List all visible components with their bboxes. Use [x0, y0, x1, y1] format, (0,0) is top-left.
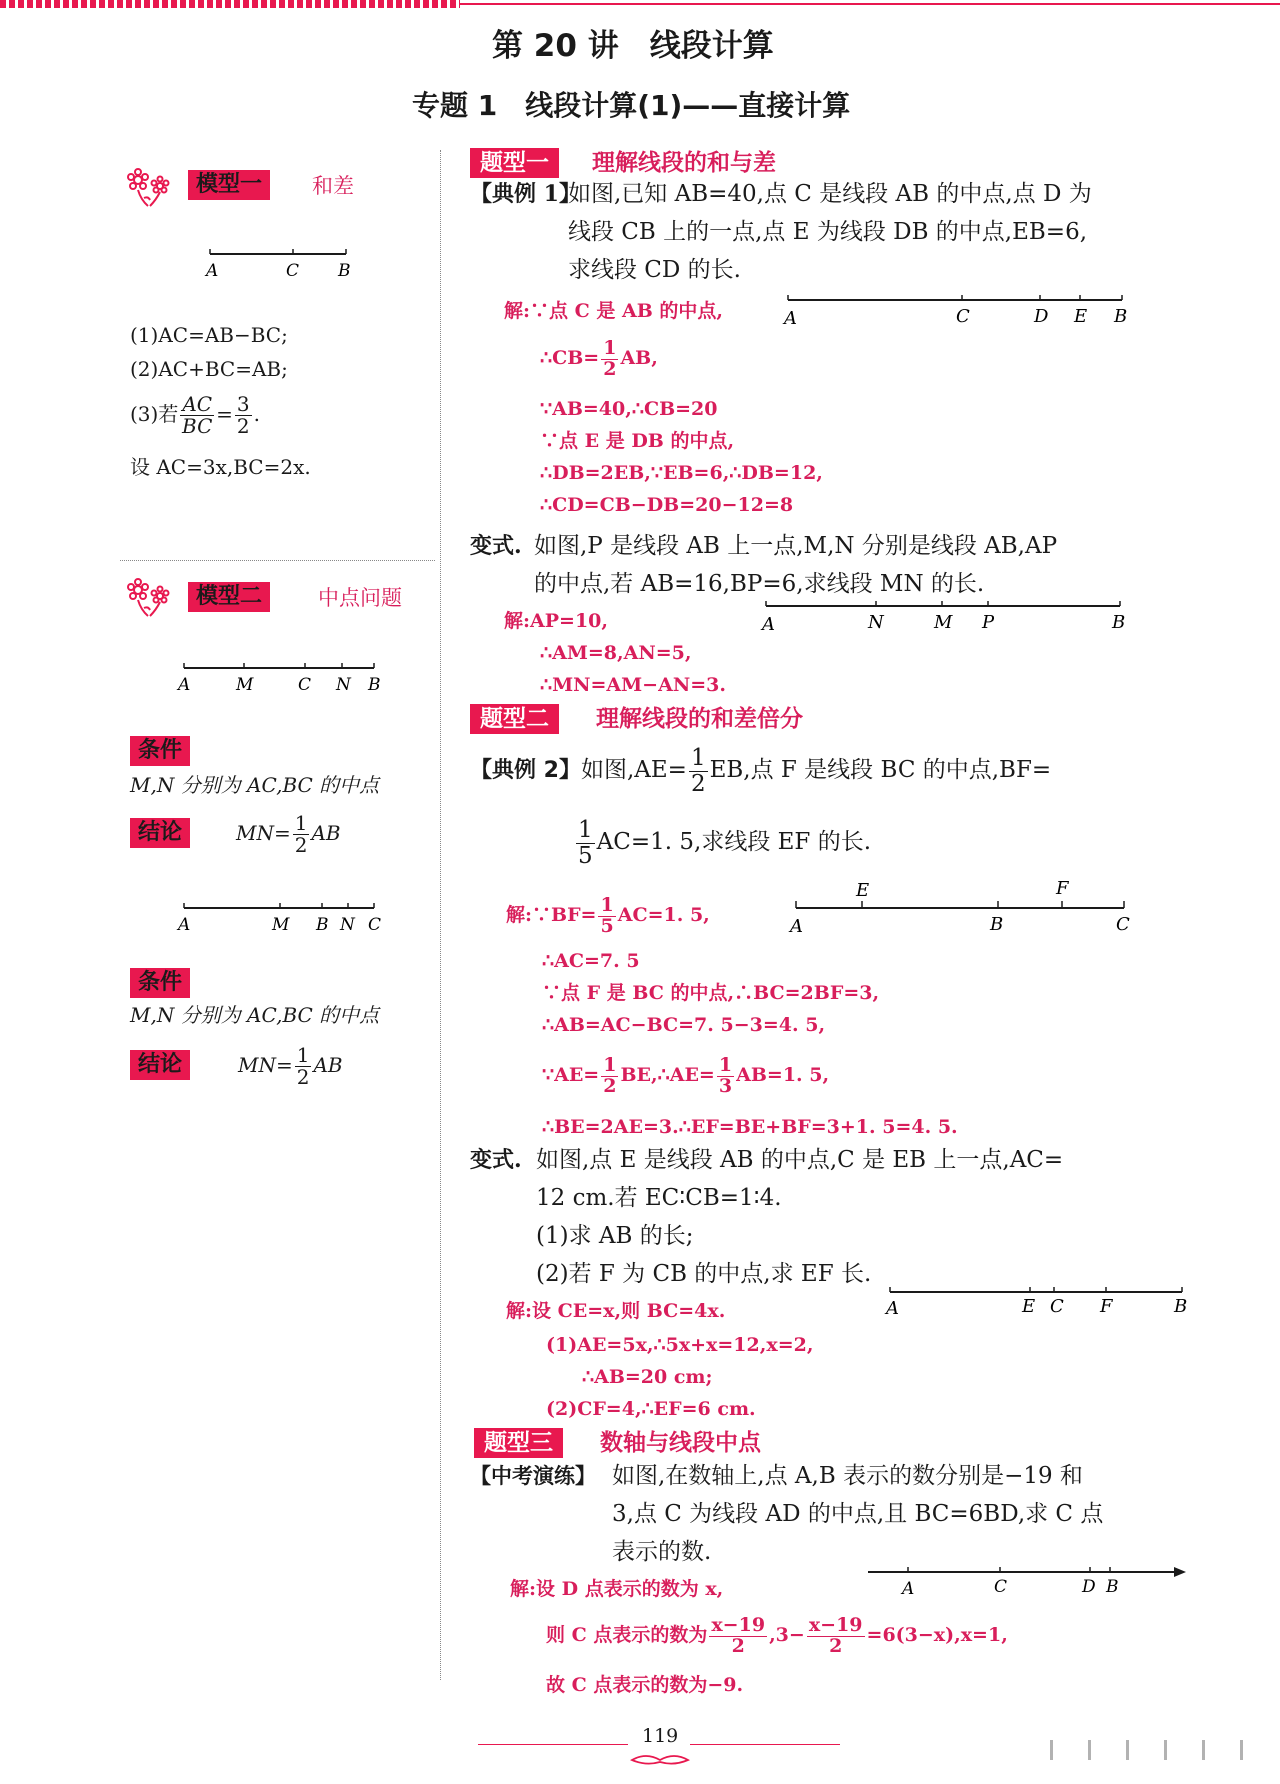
book-ornament-icon — [630, 1752, 690, 1768]
example2-line-2: $\frac{1}{5}$ AC=1. 5,求线段 EF 的长. — [578, 817, 872, 869]
model1-line-2: (2)AC+BC=AB; — [130, 357, 288, 381]
fraction: $\frac{1}{2}$ — [294, 811, 308, 857]
example3-line-1: 如图,在数轴上,点 A,B 表示的数分别是−19 和 — [612, 1463, 1083, 1489]
label-B: B — [316, 915, 329, 935]
variant2-line-4: (2)若 F 为 CB 的中点,求 EF 长. — [536, 1261, 872, 1287]
flower-icon — [126, 168, 184, 210]
condition-text-2: M,N 分别为 AC,BC 的中点 — [130, 1003, 380, 1027]
solution2-line-6: ∴BE=2AE=3.∴EF=BE+BF=3+1. 5=4. 5. — [542, 1116, 958, 1138]
solution1-line-6: ∴CD=CB−DB=20−12=8 — [540, 494, 794, 516]
model2-segment-figure-2 — [172, 896, 386, 938]
footer-line-left — [478, 1744, 628, 1745]
lecture-title: 第 20 讲 线段计算 — [492, 28, 774, 64]
solution-variant2-line-4: (2)CF=4,∴EF=6 cm. — [546, 1398, 756, 1420]
label-B: B — [990, 914, 1004, 935]
top-border-line — [460, 3, 1280, 5]
type2-tag: 题型二 — [470, 704, 559, 734]
model1-tag: 模型一 — [188, 170, 270, 200]
label-N: N — [868, 612, 884, 633]
example3-line-3: 表示的数. — [612, 1539, 712, 1565]
label-B: B — [338, 261, 351, 281]
top-border-stripe — [0, 0, 460, 8]
left-divider — [120, 560, 435, 561]
model2-segment-figure-1 — [172, 656, 386, 698]
solution1-line-5: ∴DB=2EB,∵EB=6,∴DB=12, — [540, 462, 823, 484]
fraction: $\frac{1}{2}$ — [690, 745, 706, 797]
solution1-line-3: ∵AB=40,∴CB=20 — [540, 398, 718, 420]
label-M: M — [272, 915, 290, 935]
solution3-line-2: 则 C 点表示的数为 $\frac{x-19}{2}$ ,3− $\frac{x-19}{2}$ =6(3−x),x=1, — [546, 1613, 1008, 1657]
type1-title: 理解线段的和与差 — [592, 150, 776, 176]
footer-line-right — [690, 1744, 840, 1745]
topic-title: 专题 1 线段计算(1)——直接计算 — [412, 89, 851, 122]
label-A: A — [886, 1298, 899, 1319]
variant2-figure — [880, 1280, 1192, 1320]
model1-segment-figure — [198, 240, 358, 282]
example3-label: 【中考演练】 — [470, 1463, 596, 1488]
label-M: M — [236, 675, 254, 695]
label-A: A — [902, 1579, 915, 1599]
variant2-line-2: 12 cm.若 EC∶CB=1∶4. — [536, 1185, 782, 1211]
example1-figure — [778, 286, 1134, 328]
page-number: 119 — [642, 1725, 679, 1747]
edge-marks — [1050, 1740, 1250, 1760]
label-P: P — [982, 612, 995, 633]
fraction: $\frac{3}{2}$ — [236, 392, 250, 438]
example2-figure — [786, 878, 1132, 940]
fraction: $\frac{1}{5}$ — [600, 893, 614, 937]
label-A: A — [784, 308, 797, 328]
variant1-figure — [756, 594, 1130, 636]
solution-variant2-line-3: ∴AB=20 cm; — [582, 1366, 713, 1388]
label-F: F — [1100, 1296, 1113, 1317]
fraction: $\frac{1}{3}$ — [718, 1053, 733, 1097]
solution-variant2-line-2: (1)AE=5x,∴5x+x=12,x=2, — [546, 1334, 814, 1356]
fraction: $\frac{AC}{BC}$ — [182, 392, 213, 438]
fraction: $\frac{1}{2}$ — [603, 1053, 617, 1097]
fraction: $\frac{1}{2}$ — [603, 336, 617, 380]
label-E: E — [1074, 306, 1088, 327]
condition-tag-2: 条件 — [130, 968, 190, 998]
solution-variant2-line-1: 解:设 CE=x,则 BC=4x. — [506, 1300, 726, 1322]
model1-line-3: (3)若 $\frac{AC}{BC}$ = $\frac{3}{2}$ . — [130, 392, 260, 438]
example1-label: 【典例 1】 — [470, 181, 581, 207]
number-line-figure — [862, 1560, 1192, 1600]
label-A: A — [762, 614, 775, 635]
solution-variant1-line-3: ∴MN=AM−AN=3. — [540, 674, 726, 696]
solution2-line-4: ∴AB=AC−BC=7. 5−3=4. 5, — [542, 1014, 826, 1036]
label-C: C — [286, 261, 300, 281]
model1-line-1: (1)AC=AB−BC; — [130, 323, 288, 347]
label-C: C — [368, 915, 382, 935]
variant1-line-1: 如图,P 是线段 AB 上一点,M,N 分别是线段 AB,AP — [534, 533, 1058, 559]
label-B: B — [1174, 1296, 1188, 1317]
solution3-line-1: 解:设 D 点表示的数为 x, — [510, 1578, 724, 1600]
label-D: D — [1082, 1577, 1096, 1597]
solution-variant1-line-1: 解:AP=10, — [504, 610, 609, 632]
label-B: B — [1112, 612, 1126, 633]
model2-tag: 模型二 — [188, 582, 270, 612]
type3-tag: 题型三 — [474, 1428, 563, 1458]
solution3-line-3: 故 C 点表示的数为−9. — [546, 1674, 744, 1696]
conclusion-tag-2: 结论 — [130, 1050, 190, 1080]
conclusion-formula-2: MN= $\frac{1}{2}$ AB — [238, 1043, 343, 1089]
label-M: M — [934, 612, 953, 633]
model2-title: 中点问题 — [318, 586, 402, 610]
label-A: A — [178, 915, 191, 935]
solution2-line-3: ∵点 F 是 BC 的中点,∴BC=2BF=3, — [542, 982, 880, 1004]
conclusion-tag: 结论 — [130, 818, 190, 848]
model1-line-4: 设 AC=3x,BC=2x. — [130, 455, 311, 479]
solution2-line-1: 解:∵BF= $\frac{1}{5}$ AC=1. 5, — [506, 893, 710, 937]
label-E: E — [856, 880, 870, 901]
solution1-line-2: ∴CB= $\frac{1}{2}$ AB, — [540, 336, 658, 380]
solution2-line-5: ∵AE= $\frac{1}{2}$ BE,∴AE= $\frac{1}{3}$ AB=1. 5, — [542, 1053, 830, 1097]
type3-title: 数轴与线段中点 — [600, 1430, 761, 1456]
example1-line-3: 求线段 CD 的长. — [568, 257, 741, 283]
label-N: N — [340, 915, 355, 935]
label-A: A — [790, 916, 803, 937]
variant2-line-1: 如图,点 E 是线段 AB 的中点,C 是 EB 上一点,AC= — [536, 1147, 1064, 1173]
label-B: B — [1114, 306, 1128, 327]
label-F: F — [1056, 878, 1069, 899]
condition-text: M,N 分别为 AC,BC 的中点 — [130, 773, 380, 797]
type1-tag: 题型一 — [470, 148, 559, 178]
example3-line-2: 3,点 C 为线段 AD 的中点,且 BC=6BD,求 C 点 — [612, 1501, 1104, 1527]
label-C: C — [956, 306, 970, 327]
model1-title: 和差 — [312, 174, 354, 198]
fraction: $\frac{x-19}{2}$ — [808, 1613, 863, 1657]
fraction: $\frac{1}{2}$ — [296, 1043, 310, 1089]
fraction: $\frac{1}{5}$ — [578, 817, 593, 869]
variant2-label: 变式. — [470, 1147, 522, 1173]
solution2-line-2: ∴AC=7. 5 — [542, 950, 640, 972]
example1-line-1: 如图,已知 AB=40,点 C 是线段 AB 的中点,点 D 为 — [568, 181, 1092, 207]
label-A: A — [178, 675, 191, 695]
flower-icon — [126, 578, 184, 620]
type2-title: 理解线段的和差倍分 — [596, 706, 803, 732]
variant2-line-3: (1)求 AB 的长; — [536, 1223, 694, 1249]
example2-line-1: 【典例 2】如图,AE= $\frac{1}{2}$ EB,点 F 是线段 BC 的中点,BF= — [470, 745, 1052, 797]
label-N: N — [336, 675, 351, 695]
variant1-label: 变式. — [470, 533, 522, 559]
label-A: A — [206, 261, 219, 281]
label-D: D — [1034, 306, 1049, 327]
solution-variant1-line-2: ∴AM=8,AN=5, — [540, 642, 692, 664]
label-E: E — [1022, 1296, 1036, 1317]
solution1-line-4: ∵点 E 是 DB 的中点, — [540, 430, 735, 452]
label-C: C — [298, 675, 312, 695]
conclusion-formula: MN= $\frac{1}{2}$ AB — [236, 811, 341, 857]
label-B: B — [368, 675, 381, 695]
label-B: B — [1106, 1577, 1119, 1597]
label-C: C — [994, 1577, 1008, 1597]
solution1-line-1: 解:∵点 C 是 AB 的中点, — [504, 300, 724, 322]
column-divider — [440, 150, 441, 1680]
fraction: $\frac{x-19}{2}$ — [711, 1613, 766, 1657]
label-C: C — [1050, 1296, 1064, 1317]
label-C: C — [1116, 914, 1130, 935]
condition-tag: 条件 — [130, 736, 190, 766]
example1-line-2: 线段 CB 上的一点,点 E 为线段 DB 的中点,EB=6, — [568, 219, 1088, 245]
variant1-line-2: 的中点,若 AB=16,BP=6,求线段 MN 的长. — [534, 571, 985, 597]
